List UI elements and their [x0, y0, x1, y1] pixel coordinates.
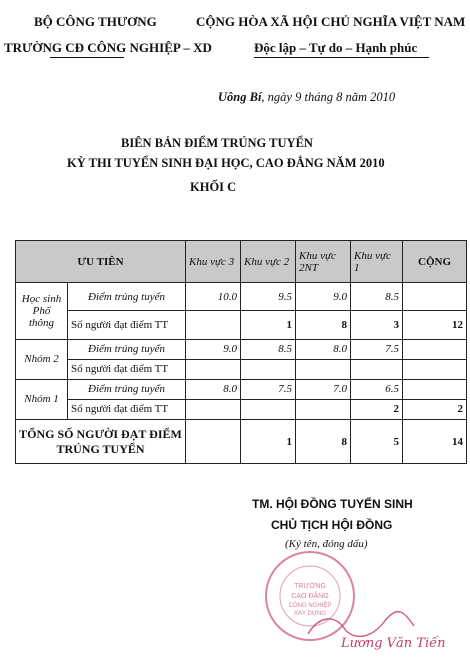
count-cell: [403, 359, 467, 379]
national-motto: Độc lập – Tự do – Hạnh phúc: [254, 40, 418, 55]
score-cell: 7.0: [296, 379, 351, 399]
score-cell: 7.5: [351, 339, 403, 359]
header-kv2nt: Khu vực 2NT: [296, 241, 351, 283]
score-label: Điểm trúng tuyển: [68, 379, 186, 399]
count-cell: 2: [351, 399, 403, 419]
signature-org: TM. HỘI ĐỒNG TUYỂN SINH: [252, 497, 413, 511]
count-cell: [186, 311, 241, 339]
score-cell: 8.5: [351, 283, 403, 311]
count-cell: [241, 399, 296, 419]
svg-text:CAO ĐẲNG: CAO ĐẲNG: [291, 593, 329, 600]
table-row: [16, 339, 467, 359]
signature-title: CHỦ TỊCH HỘI ĐỒNG: [271, 518, 393, 532]
signature-note: (Ký tên, đóng dấu): [285, 538, 368, 550]
svg-text:XÂY DỰNG: XÂY DỰNG: [293, 611, 327, 617]
score-cell: 8.5: [241, 339, 296, 359]
score-cell: 10.0: [186, 283, 241, 311]
total-cell: 14: [403, 420, 467, 464]
score-cell: 8.0: [296, 339, 351, 359]
count-cell: [296, 359, 351, 379]
title-line-3: KHỐI C: [190, 180, 237, 194]
count-cell: 8: [296, 311, 351, 339]
group-name: Học sinh Phổ thông: [16, 283, 68, 340]
count-cell: [186, 399, 241, 419]
table-row: [16, 283, 467, 311]
date-text: , ngày 9 tháng 8 năm 2010: [261, 90, 396, 104]
score-label: Điểm trúng tuyển: [68, 283, 186, 311]
score-cell: 9.5: [241, 283, 296, 311]
header-kv2: Khu vực 2: [241, 241, 296, 283]
table-row: [16, 399, 467, 419]
count-cell: 12: [403, 311, 467, 339]
signer-name: Lương Văn Tiến: [341, 636, 446, 651]
title-line-1: BIÊN BẢN ĐIỂM TRÚNG TUYỂN: [121, 136, 313, 150]
score-label: Điểm trúng tuyển: [68, 339, 186, 359]
score-cell: 7.5: [241, 379, 296, 399]
group-name: Nhóm 1: [16, 379, 68, 419]
table-row: [16, 379, 467, 399]
title-line-2: KỲ THI TUYỂN SINH ĐẠI HỌC, CAO ĐẲNG NĂM 2010: [67, 156, 385, 170]
table-row: [16, 311, 467, 339]
count-cell: [241, 359, 296, 379]
header-priority: ƯU TIÊN: [16, 241, 186, 283]
score-cell: [403, 379, 467, 399]
count-label: Số người đạt điểm TT: [68, 311, 186, 339]
svg-text:CÔNG NGHIỆP: CÔNG NGHIỆP: [288, 603, 332, 609]
count-cell: [296, 399, 351, 419]
count-cell: [351, 359, 403, 379]
score-cell: 9.0: [296, 283, 351, 311]
table-header-row: [16, 241, 467, 283]
place-date: [218, 90, 395, 105]
score-cell: [403, 339, 467, 359]
motto-underline: [254, 57, 429, 58]
total-cell: [186, 420, 241, 464]
svg-text:TRƯỜNG: TRƯỜNG: [294, 583, 326, 590]
score-cell: [403, 283, 467, 311]
header-kv1: Khu vực 1: [351, 241, 403, 283]
total-label: TỔNG SỐ NGƯỜI ĐẠT ĐIỂM TRÚNG TUYỂN: [16, 420, 186, 464]
table-row: [16, 359, 467, 379]
country-name: CỘNG HÒA XÃ HỘI CHỦ NGHĨA VIỆT NAM: [196, 14, 466, 29]
score-cell: 9.0: [186, 339, 241, 359]
total-cell: 5: [351, 420, 403, 464]
total-cell: 1: [241, 420, 296, 464]
count-cell: [186, 359, 241, 379]
count-label: Số người đạt điểm TT: [68, 359, 186, 379]
header-total: CỘNG: [403, 241, 467, 283]
count-cell: 3: [351, 311, 403, 339]
place-name: Uông Bí: [218, 90, 262, 104]
ministry-name: BỘ CÔNG THƯƠNG: [34, 14, 157, 29]
total-cell: 8: [296, 420, 351, 464]
count-label: Số người đạt điểm TT: [68, 399, 186, 419]
school-name: TRƯỜNG CĐ CÔNG NGHIỆP – XD: [4, 40, 212, 55]
count-cell: 2: [403, 399, 467, 419]
count-cell: 1: [241, 311, 296, 339]
school-underline: [50, 57, 124, 58]
score-table: [15, 240, 467, 464]
header-kv3: Khu vực 3: [186, 241, 241, 283]
score-cell: 6.5: [351, 379, 403, 399]
total-row: [16, 420, 467, 464]
score-cell: 8.0: [186, 379, 241, 399]
group-name: Nhóm 2: [16, 339, 68, 379]
